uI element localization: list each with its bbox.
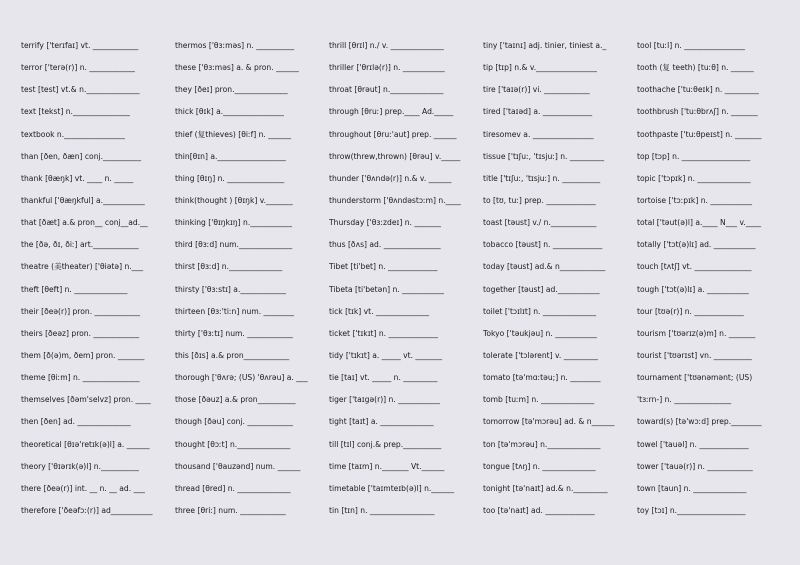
vocab-entry: 'tɜːrn-] n. _______________ bbox=[637, 395, 732, 405]
vocab-entry: ton [tə'mɔrəu] n.______________ bbox=[483, 439, 601, 449]
vocab-entry: tour [tʊə(r)] n. _____________ bbox=[637, 306, 744, 316]
column-2 bbox=[175, 35, 329, 565]
vocab-entry: theirs [ðeəz] pron. ____________ bbox=[21, 328, 140, 338]
vocab-entry: thirsty ['θɜːstɪ] a.____________ bbox=[175, 284, 286, 294]
vocab-entry: throughout [θruː'aut] prep. ______ bbox=[329, 129, 457, 139]
vocab-entry: tobacco [təust] n. _____________ bbox=[483, 240, 603, 250]
vocab-entry: tight [taɪt] a. ______________ bbox=[329, 417, 434, 427]
vocab-entry: tin [tɪn] n. _________________ bbox=[329, 505, 435, 515]
vocab-entry: thick [θɪk] a.________________ bbox=[175, 107, 284, 117]
column-1 bbox=[21, 35, 175, 565]
vocab-entry: thirty ['θɜːtɪ] num. ____________ bbox=[175, 328, 293, 338]
vocab-entry: though [ðəu] conj. ____________ bbox=[175, 417, 293, 427]
column-4 bbox=[483, 35, 637, 565]
vocab-entry: Tibet [ti'bet] n. _____________ bbox=[329, 262, 438, 272]
vocab-entry: thing [θɪŋ] n. _______________ bbox=[175, 173, 285, 183]
vocab-entry: thank [θæŋk] vt. ____ n. _____ bbox=[21, 173, 134, 183]
vocab-entry: to [tʊ, tuː] prep. _____________ bbox=[483, 195, 596, 205]
vocab-entry: tidy ['tɪkɪt] a. _____ vt. _______ bbox=[329, 350, 442, 360]
vocab-entry: thermos ['θɜːməs] n. __________ bbox=[175, 41, 295, 50]
vocab-entry: thunderstorm ['θʌndəstɔːm] n.____ bbox=[329, 195, 461, 205]
vocab-entry: tired ['taɪəd] a. _____________ bbox=[483, 107, 593, 117]
column-5 bbox=[637, 35, 800, 565]
vocab-entry: tick [tɪk] vt. ______________ bbox=[329, 306, 430, 316]
vocab-entry: them [ð(ə)m, ðem] pron. _______ bbox=[21, 350, 145, 360]
vocab-entry: thriller ['θrɪlə(r)] n. ___________ bbox=[329, 63, 445, 73]
vocab-entry: thousand ['θauzənd] num. ______ bbox=[175, 461, 301, 471]
vocab-entry: theoretical [θɪə'retɪk(ə)l] a. ______ bbox=[21, 439, 150, 449]
vocab-entry: tournament ['tʊənəmənt; (US) bbox=[637, 373, 753, 383]
vocab-entry: thought [θɔːt] n.______________ bbox=[175, 439, 291, 449]
vocab-entry: these ['θɜːməs] a. & pron. ______ bbox=[175, 63, 299, 73]
vocab-entry: thirteen [θɜː'tiːn] num. ________ bbox=[175, 306, 294, 316]
vocab-entry: textbook n.________________ bbox=[21, 129, 125, 139]
vocab-entry: towel ['tauəl] n. _____________ bbox=[637, 439, 749, 449]
vocab-entry: those [ðəuz] a.& pron__________ bbox=[175, 395, 296, 405]
vocab-entry: total ['təut(ə)l] a.____ N___ v.____ bbox=[637, 218, 762, 228]
vocab-entry: tourism ['tʊərɪz(ə)m] n. _______ bbox=[637, 328, 756, 338]
vocab-entry: third [θɜːd] num.______________ bbox=[175, 240, 293, 250]
vocab-entry: totally ['tɔt(ə)lɪ] ad. ___________ bbox=[637, 240, 756, 250]
vocab-entry: the [ðə, ðɪ, ðiː] art.____________ bbox=[21, 240, 139, 250]
vocab-entry: tonight [tə'naɪt] ad.& n._________ bbox=[483, 483, 608, 493]
vocab-entry: tire ['taɪə(r)] vi. ____________ bbox=[483, 85, 590, 95]
vocab-entry: then [ðen] ad. ______________ bbox=[21, 417, 131, 427]
vocab-entry: ticket ['tɪkɪt] n. _____________ bbox=[329, 328, 438, 338]
vocab-entry: throat [θrəut] n.______________ bbox=[329, 85, 444, 95]
vocab-entry: too [tə'naɪt] ad. _____________ bbox=[483, 505, 595, 515]
vocab-entry: tip [tɪp] n.& v.________________ bbox=[483, 63, 597, 73]
vocab-entry: theme [θiːm] n. _______________ bbox=[21, 373, 140, 383]
vocab-entry: thankful ['θæŋkful] a.___________ bbox=[21, 195, 145, 205]
column-3 bbox=[329, 35, 483, 565]
vocab-entry: toothache ['tuːθeɪk] n. _________ bbox=[637, 85, 759, 95]
vocab-entry: title ['tɪʃuː, 'tɪsjuː] n. __________ bbox=[483, 173, 601, 183]
vocab-entry: time [taɪm] n._______ Vt.______ bbox=[329, 461, 445, 471]
vocab-entry: throw(threw,thrown) [θrəu] v._____ bbox=[329, 151, 461, 161]
vocab-entry: tiresomev a. ________________ bbox=[483, 129, 594, 139]
vocab-entry: tongue [tʌŋ] n. ______________ bbox=[483, 461, 596, 471]
vocab-entry: thorough ['θʌrə; (US) 'θʌrəu] a. ___ bbox=[175, 373, 308, 383]
vocab-entry: thread [θred] n. ______________ bbox=[175, 483, 291, 493]
vocab-entry: through [θruː] prep.____ Ad._____ bbox=[329, 107, 454, 117]
vocab-entry: tomb [tuːm] n. ______________ bbox=[483, 395, 595, 405]
vocab-entry: tiger ['taɪgə(r)] n. ___________ bbox=[329, 395, 440, 405]
vocab-entry: tough ['tɔt(ə)lɪ] a. ___________ bbox=[637, 284, 749, 294]
vocab-entry: Tokyo ['təukjəu] n. ___________ bbox=[483, 328, 597, 338]
vocab-entry: this [ðɪs] a.& pron____________ bbox=[175, 350, 290, 360]
vocab-entry: thrill [θrɪl] n./ v. ______________ bbox=[329, 41, 444, 50]
vocab-entry: top [tɔp] n. __________________ bbox=[637, 151, 751, 161]
vocab-entry: toothbrush ['tuːθbrʌʃ] n. _______ bbox=[637, 107, 758, 117]
vocab-entry: tooth (复 teeth) [tuːθ] n. ______ bbox=[637, 63, 754, 73]
vocab-entry: think(thought ) [θɪŋk] v._______ bbox=[175, 195, 293, 205]
vocab-entry: thief (复thieves) [θiːf] n. ______ bbox=[175, 129, 292, 139]
vocab-entry: toward(s) [tə'wɔːd] prep.________ bbox=[637, 417, 762, 427]
vocab-entry: tool [tuːl] n. ________________ bbox=[637, 41, 745, 50]
vocab-entry: tortoise ['tɔːpɪk] n. ___________ bbox=[637, 195, 753, 205]
vocab-entry: town [taun] n. ______________ bbox=[637, 483, 747, 493]
vocab-entry: today [təust] ad.& n____________ bbox=[483, 262, 606, 272]
vocab-entry: toy [tɔɪ] n.__________________ bbox=[637, 505, 746, 515]
vocab-entry: that [ðæt] a.& pron__ conj__ad.__ bbox=[21, 218, 148, 228]
vocab-entry: three [θriː] num. ____________ bbox=[175, 505, 286, 515]
vocab-entry: topic ['tɔpɪk] n. ______________ bbox=[637, 173, 751, 183]
vocab-entry: together [təust] ad.___________ bbox=[483, 284, 600, 294]
vocab-entry: toilet ['tɔɪlɪt] n. ______________ bbox=[483, 306, 597, 316]
vocab-entry: terrify ['terɪfaɪ] vt. ____________ bbox=[21, 41, 139, 50]
vocab-entry: their [ðeə(r)] pron. ____________ bbox=[21, 306, 141, 316]
vocab-entry: Thursday ['θɜːzdeɪ] n. _______ bbox=[329, 218, 441, 228]
vocab-entry: test [test] vt.& n.______________ bbox=[21, 85, 140, 95]
vocab-entry: tolerate ['tɔlərent] v. _________ bbox=[483, 350, 598, 360]
vocab-entry: text [tekst] n._______________ bbox=[21, 107, 130, 117]
vocab-entry: toast [təust] v./ n.____________ bbox=[483, 218, 597, 228]
vocab-entry: timetable ['taɪmteɪb(ə)l] n.______ bbox=[329, 483, 455, 493]
vocab-entry: theft [θeft] n. ______________ bbox=[21, 284, 128, 294]
vocab-entry: tomorrow [tə'mɔrəu] ad. & n______ bbox=[483, 417, 615, 427]
vocab-entry: theatre (美theater) ['θiətə] n.___ bbox=[21, 262, 144, 272]
vocab-entry: thunder ['θʌndə(r)] n.& v. ______ bbox=[329, 173, 452, 183]
vocab-entry: terror ['terə(r)] n. ____________ bbox=[21, 63, 135, 73]
vocab-entry: theory ['θɪərɪk(ə)l] n.__________ bbox=[21, 461, 139, 471]
vocab-entry: they [ðeɪ] pron.______________ bbox=[175, 85, 288, 95]
vocab-entry: tourist ['tʊərɪst] vn. __________ bbox=[637, 350, 752, 360]
vocab-entry: thinking ['θɪŋkɪŋ] n.___________ bbox=[175, 218, 292, 228]
vocab-entry: Tibeta [ti'betən] n. ___________ bbox=[329, 284, 444, 294]
vocab-entry: tower ['tauə(r)] n. ____________ bbox=[637, 461, 753, 471]
vocab-entry: toothpaste ['tuːθpeɪst] n. _______ bbox=[637, 129, 762, 139]
vocab-entry: themselves [ðəm'selvz] pron. ____ bbox=[21, 395, 151, 405]
vocab-entry: tomato [tə'mɑːtəu;] n. ________ bbox=[483, 373, 601, 383]
vocab-entry: tissue ['tɪʃuː, 'tɪsjuː] n. _________ bbox=[483, 151, 605, 161]
vocab-entry: tie [taɪ] vt. _____ n. _________ bbox=[329, 373, 438, 383]
vocab-entry: touch [tʌtʃ] vt. _______________ bbox=[637, 262, 752, 272]
vocab-entry: tiny ['taɪnɪ] adj. tinier, tiniest a._ bbox=[483, 41, 607, 50]
vocab-entry: thin[θɪn] a.__________________ bbox=[175, 151, 286, 161]
vocab-entry: thus [ðʌs] ad. _______________ bbox=[329, 240, 441, 250]
vocab-entry: than [ðen, ðæn] conj.__________ bbox=[21, 151, 142, 161]
vocab-entry: till [tɪl] conj.& prep.__________ bbox=[329, 439, 442, 449]
vocab-entry: thirst [θɜːd] n.______________ bbox=[175, 262, 283, 272]
vocab-entry: therefore ['ðeəfɔː(r)] ad___________ bbox=[21, 505, 153, 515]
vocab-entry: there [ðeə(r)] int. __ n. __ ad. ___ bbox=[21, 483, 145, 493]
